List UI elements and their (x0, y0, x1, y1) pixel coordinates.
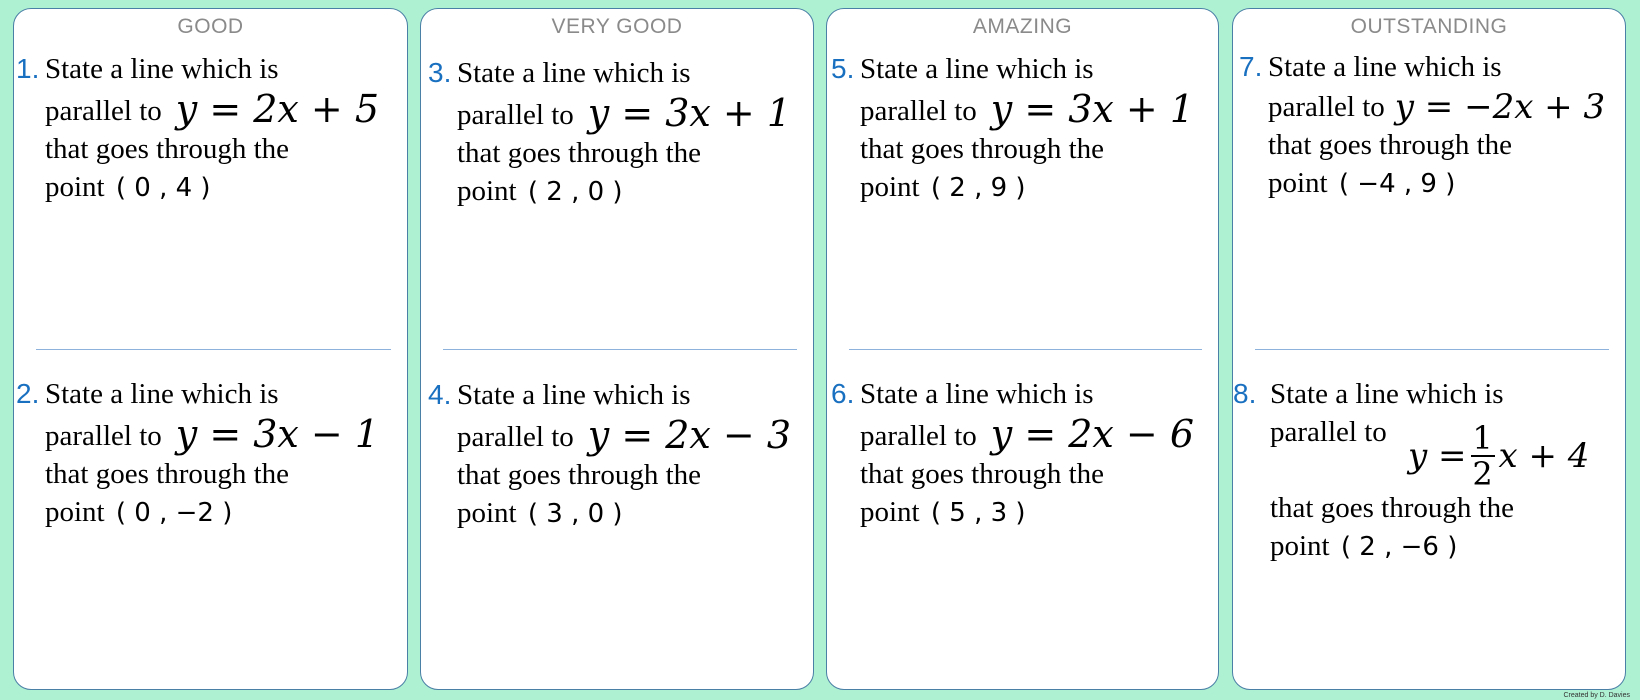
question-text-line: point (1270, 530, 1330, 562)
question-text-line: State a line which is (860, 53, 1094, 85)
point-coordinates: ( 0 , −2 ) (115, 498, 233, 528)
question-2 (16, 375, 380, 532)
panel-heading: VERY GOOD (551, 15, 683, 38)
question-number: 7. (1239, 51, 1263, 82)
equation-prefix: y = (1408, 436, 1467, 476)
point-coordinates: ( 2 , −6 ) (1340, 532, 1458, 562)
question-6 (831, 375, 1195, 532)
credit-text: Created by D. Davies (1563, 692, 1630, 699)
point-coordinates: ( 2 , 9 ) (930, 173, 1026, 203)
question-text-line: State a line which is (1270, 378, 1504, 410)
panel-heading: GOOD (177, 15, 244, 38)
question-8 (1233, 375, 1590, 566)
question-3 (428, 54, 792, 211)
question-text-line: that goes through the (860, 133, 1105, 165)
point-coordinates: ( 3 , 0 ) (527, 499, 623, 529)
question-number: 6. (831, 378, 855, 409)
equation-suffix: x + 4 (1498, 436, 1590, 476)
question-text-line: that goes through the (860, 458, 1105, 490)
question-text-line: parallel to (45, 95, 162, 127)
question-text-line: that goes through the (1268, 129, 1513, 161)
question-text-line: point (860, 171, 920, 203)
panel-heading: OUTSTANDING (1350, 15, 1508, 38)
equation (1408, 421, 1589, 491)
question-1 (16, 50, 380, 207)
question-text-line: that goes through the (457, 137, 702, 169)
question-text-line: that goes through the (457, 459, 702, 491)
question-text-line: that goes through the (45, 458, 290, 490)
question-text-line: State a line which is (457, 57, 691, 89)
panel-heading: AMAZING (972, 15, 1073, 38)
divider (443, 349, 797, 350)
point-coordinates: ( 5 , 3 ) (930, 498, 1026, 528)
question-text-line: parallel to (860, 95, 977, 127)
question-number: 4. (428, 379, 452, 410)
equation: y = 3x + 1 (990, 87, 1195, 131)
equation: y = 2x − 3 (587, 413, 792, 457)
question-text-line: State a line which is (860, 378, 1094, 410)
question-number: 3. (428, 57, 452, 88)
panel-outstanding (1232, 8, 1626, 690)
panel-good (13, 8, 408, 690)
equation: y = 3x + 1 (587, 91, 792, 135)
panel-very-good (420, 8, 814, 690)
question-text-line: parallel to (457, 421, 574, 453)
question-number: 8. (1233, 378, 1257, 409)
question-text-line: point (860, 496, 920, 528)
equation: y = 2x − 6 (990, 412, 1195, 456)
question-text-line: State a line which is (457, 379, 691, 411)
divider (36, 349, 391, 350)
question-number: 1. (16, 53, 40, 84)
question-number: 5. (831, 53, 855, 84)
point-coordinates: ( 2 , 0 ) (527, 177, 623, 207)
divider (849, 349, 1202, 350)
question-text-line: parallel to (860, 420, 977, 452)
question-text-line: parallel to (457, 99, 574, 131)
divider (1255, 349, 1609, 350)
question-text-line: point (45, 496, 105, 528)
question-text-line: parallel to (1268, 91, 1385, 123)
question-7 (1239, 48, 1606, 203)
question-text-line: point (457, 497, 517, 529)
equation: y = 2x + 5 (175, 87, 380, 131)
question-number: 2. (16, 378, 40, 409)
question-text-line: that goes through the (1270, 492, 1515, 524)
point-coordinates: ( −4 , 9 ) (1338, 169, 1456, 199)
question-text-line: State a line which is (45, 53, 279, 85)
fraction-numerator: 1 (1472, 419, 1493, 457)
fraction (1471, 421, 1495, 491)
question-text-line: parallel to (45, 420, 162, 452)
point-coordinates: ( 0 , 4 ) (115, 173, 211, 203)
question-text-line: State a line which is (1268, 51, 1502, 83)
fraction-denominator: 2 (1472, 455, 1493, 493)
panel-amazing (826, 8, 1219, 690)
equation: y = −2x + 3 (1394, 87, 1606, 127)
question-5 (831, 50, 1195, 207)
equation: y = 3x − 1 (175, 412, 380, 456)
question-text-line: point (1268, 167, 1328, 199)
question-text-line: point (45, 171, 105, 203)
question-text-line: parallel to (1270, 416, 1387, 448)
question-text-line: that goes through the (45, 133, 290, 165)
question-text-line: State a line which is (45, 378, 279, 410)
question-4 (428, 376, 792, 533)
question-text-line: point (457, 175, 517, 207)
